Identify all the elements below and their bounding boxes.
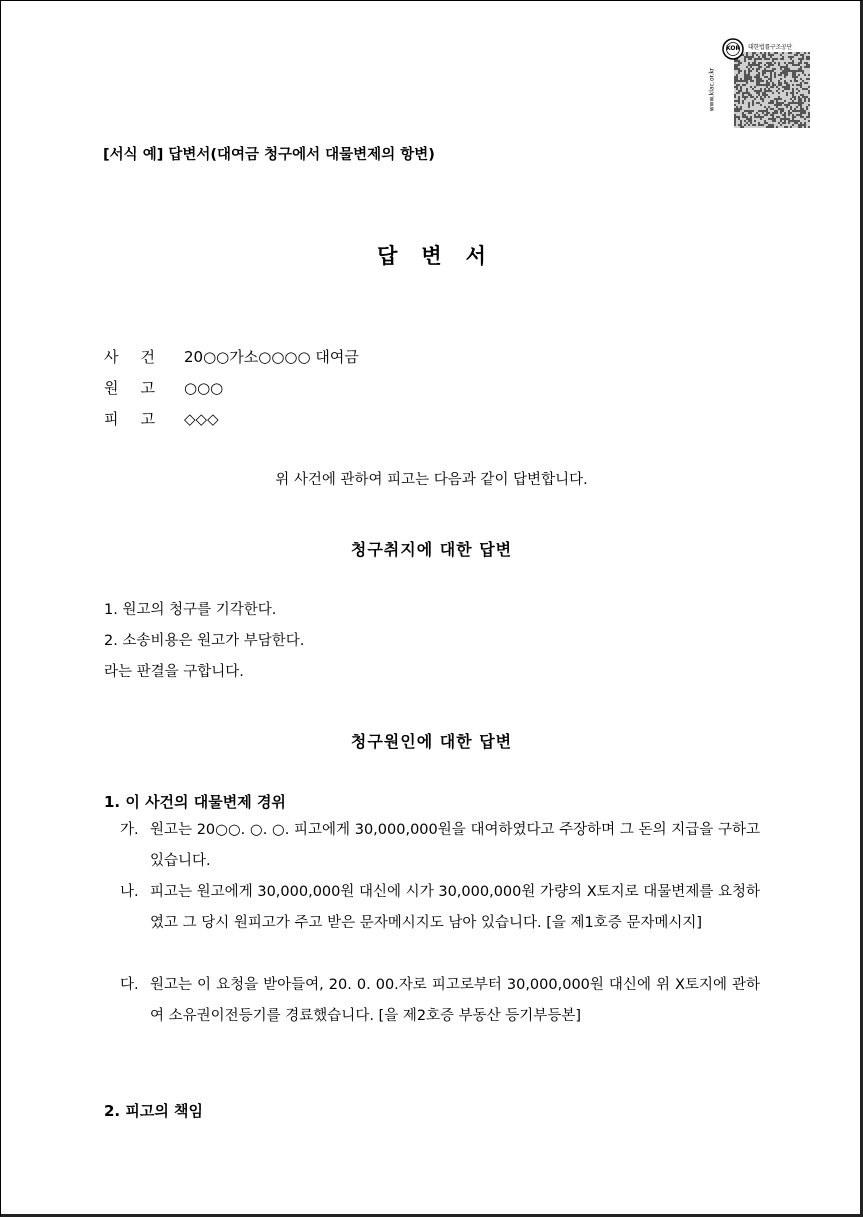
defendant-info-value: ◇◇◇ xyxy=(184,410,219,428)
paragraph-text: 원고는 이 요청을 받아들여, 20. 0. 00.자로 피고로부터 30,000,000원 대신에 위 X토지에 관하여 소유권이전등기를 경료했습니다. [을 제2호증 부동산 등기부등본] xyxy=(150,977,760,1024)
paragraph-text: 피고는 원고에게 30,000,000원 대신에 시가 30,000,000원 가량의 X토지로 대물변제를 요청하였고 그 당시 원피고가 주고 받은 문자메시지도 남아 있습니다. [을 제1호증 문자메시지] xyxy=(150,884,760,931)
plaintiff-info-key: 원고 xyxy=(104,379,177,397)
klac-stamp xyxy=(708,36,812,128)
paragraph-marker: 나. xyxy=(120,884,139,900)
claim-line-2: 2. 소송비용은 원고가 부담한다. xyxy=(104,633,305,649)
paragraph-marker: 가. xyxy=(120,822,139,838)
paragraph-na xyxy=(120,877,760,939)
subsection-1-title: 1. 이 사건의 대물변제 경위 xyxy=(104,793,286,811)
defendant-info-row xyxy=(104,408,219,429)
stamp-logo-text: KOR xyxy=(726,45,741,52)
stamp-url: www.klac.or.kr xyxy=(708,67,716,112)
plaintiff-info-value: ○○○ xyxy=(184,379,224,397)
paragraph-text: 원고는 20○○. ○. ○. 피고에게 30,000,000원을 대여하였다고 주장하며 그 돈의 지급을 구하고 있습니다. xyxy=(150,822,760,869)
case-info-value: 20○○가소○○○○ 대여금 xyxy=(184,348,359,366)
claim-purpose-heading: 청구취지에 대한 답변 xyxy=(350,540,513,559)
qr-code-icon xyxy=(734,52,810,128)
paragraph-ga xyxy=(120,815,760,877)
form-label: [서식 예] 답변서(대여금 청구에서 대물변제의 항변) xyxy=(103,147,435,163)
plaintiff-info-row xyxy=(104,377,223,398)
paragraph-da xyxy=(120,970,760,1032)
case-info-key: 사건 xyxy=(104,348,177,366)
subsection-2-title: 2. 피고의 책임 xyxy=(104,1102,204,1120)
case-info-row xyxy=(104,346,359,367)
stamp-org-name: 대한법률구조공단 xyxy=(748,44,792,51)
document-title: 답변서 xyxy=(377,244,510,268)
claim-line-1: 1. 원고의 청구를 기각한다. xyxy=(104,602,277,618)
defendant-info-key: 피고 xyxy=(104,410,177,428)
paragraph-marker: 다. xyxy=(120,977,139,993)
intro-text: 위 사건에 관하여 피고는 다음과 같이 답변합니다. xyxy=(275,472,588,488)
claim-cause-heading: 청구원인에 대한 답변 xyxy=(350,732,513,751)
claim-line-3: 라는 판결을 구합니다. xyxy=(104,664,244,680)
